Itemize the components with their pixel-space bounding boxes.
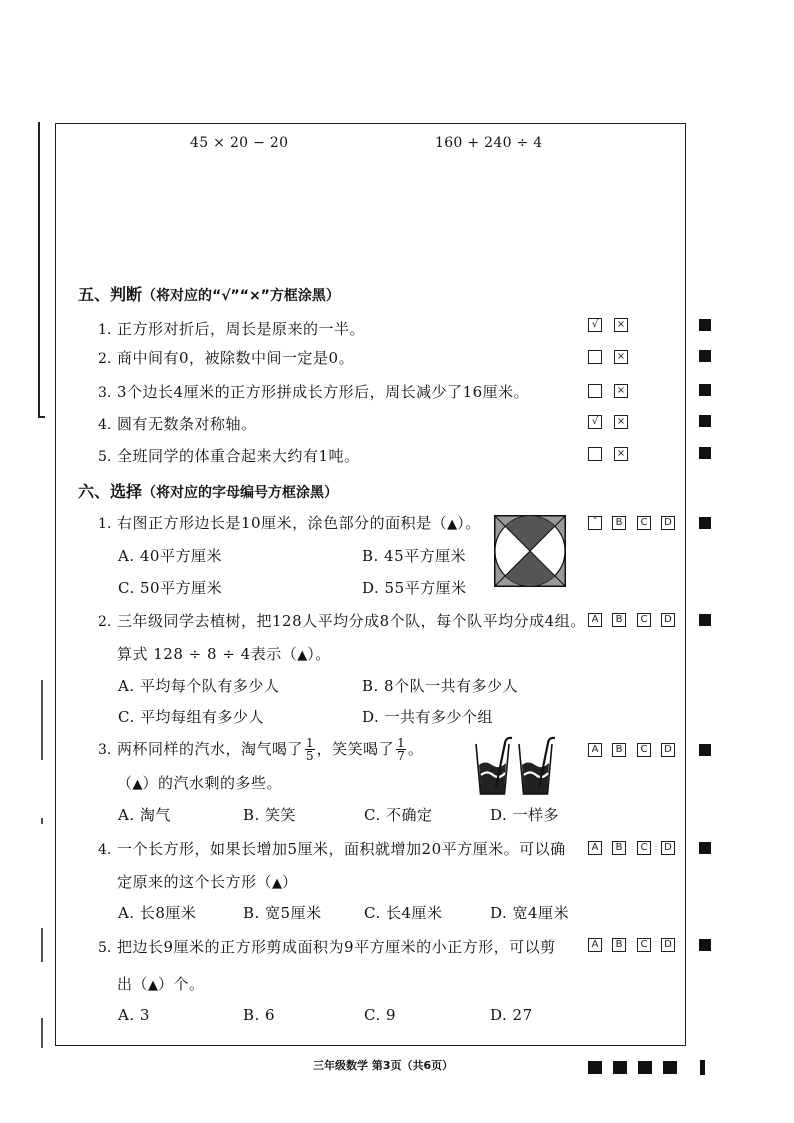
choice-box-c[interactable]: C: [637, 743, 651, 757]
question-line: [117, 872, 298, 891]
judge-item: [98, 348, 354, 368]
question-text: 一个长方形，如果长增加5厘米，面积就增加20平方厘米。可以确: [117, 840, 566, 858]
alignment-marker: [699, 939, 711, 951]
choice-box-d[interactable]: D: [661, 841, 675, 855]
question-text: ）个。: [158, 975, 205, 993]
expression-right: 160 + 240 ÷ 4: [435, 135, 543, 151]
left-margin-mark: [41, 818, 43, 824]
option-c: C. 长4厘米: [364, 904, 443, 922]
choice-box-a[interactable]: A: [588, 743, 602, 757]
question-line: [98, 937, 556, 957]
choice-box-d[interactable]: D: [661, 938, 675, 952]
choice-box-d[interactable]: D: [661, 516, 675, 530]
false-box[interactable]: ×: [614, 384, 628, 398]
judge-item: [98, 319, 365, 339]
liquid: [522, 763, 549, 795]
option-c: C. 平均每组有多少人: [118, 708, 264, 726]
option-d: D. 27: [490, 1006, 533, 1024]
page-footer: 三年级数学 第3页（共6页）: [313, 1059, 454, 1072]
choice-box-a[interactable]: A: [588, 841, 602, 855]
bottom-marker: [663, 1061, 677, 1074]
false-box[interactable]: ×: [614, 350, 628, 364]
question-text: 两杯同样的汽水，淘气喝了: [117, 740, 304, 758]
question-text: 把边长9厘米的正方形剪成面积为9平方厘米的小正方形，可以剪: [117, 938, 556, 956]
choice-box-a[interactable]: A: [588, 613, 602, 627]
fraction-numerator: 1: [306, 736, 314, 750]
option-c: C. 不确定: [364, 806, 433, 824]
option-d: D. 一共有多少个组: [362, 708, 494, 726]
answer-blank: ▲: [272, 876, 283, 891]
option-a: A. 3: [118, 1006, 150, 1024]
bottom-marker-bar: [700, 1060, 705, 1075]
judge-item: [98, 414, 257, 434]
option-c: C. 9: [364, 1006, 397, 1024]
option-a: A. 40平方厘米: [118, 547, 222, 565]
question-text: 。: [407, 740, 424, 758]
question-line: [98, 513, 481, 533]
question-text: （: [117, 774, 133, 792]
square-circle-figure: [494, 515, 566, 587]
question-number: 5.: [98, 940, 112, 956]
item-number: 2.: [98, 351, 112, 367]
item-number: 5.: [98, 449, 112, 465]
judge-item: [98, 446, 360, 466]
item-number: 1.: [98, 322, 112, 338]
fraction-one-seventh: [396, 737, 406, 762]
true-box[interactable]: √: [588, 318, 602, 332]
question-text: ，笑笑喝了: [316, 740, 395, 758]
fraction-numerator: 1: [397, 736, 405, 750]
option-d: D. 55平方厘米: [362, 579, 467, 597]
alignment-marker: [699, 517, 711, 529]
false-box[interactable]: ×: [614, 318, 628, 332]
question-line: [98, 839, 566, 859]
alignment-marker: [699, 447, 711, 459]
left-margin-line: [41, 1018, 43, 1048]
question-number: 1.: [98, 516, 112, 532]
alignment-marker: [699, 319, 711, 331]
true-box[interactable]: [588, 384, 602, 398]
alignment-marker: [699, 614, 711, 626]
question-text: 右图正方形边长是10厘米，涂色部分的面积是（: [117, 514, 448, 532]
item-text: 圆有无数条对称轴。: [117, 415, 257, 433]
answer-blank: ▲: [447, 517, 458, 532]
item-text: 商中间有0，被除数中间一定是0。: [117, 349, 355, 367]
judge-item: [98, 382, 529, 402]
question-text: 出（: [117, 975, 149, 993]
fraction-denominator: 5: [306, 749, 314, 763]
fraction-denominator: 7: [397, 749, 405, 763]
item-text: 正方形对折后，周长是原来的一半。: [117, 320, 366, 338]
alignment-marker: [699, 744, 711, 756]
question-number: 3.: [98, 742, 112, 758]
choice-box-d[interactable]: D: [661, 613, 675, 627]
judge-section-heading: [78, 285, 340, 306]
question-number: 2.: [98, 614, 112, 630]
item-number: 4.: [98, 417, 112, 433]
question-line: [117, 644, 331, 663]
fraction-one-fifth: [305, 737, 315, 762]
alignment-marker: [699, 415, 711, 427]
false-box[interactable]: ×: [614, 415, 628, 429]
true-box[interactable]: [588, 447, 602, 461]
bottom-marker: [588, 1061, 602, 1074]
cup-left: [476, 738, 512, 794]
choice-box-b[interactable]: B: [612, 841, 626, 855]
question-text: ）。: [457, 514, 481, 532]
liquid: [479, 763, 506, 795]
true-box[interactable]: √: [588, 415, 602, 429]
item-number: 3.: [98, 385, 112, 401]
question-number: 4.: [98, 842, 112, 858]
true-box[interactable]: [588, 350, 602, 364]
option-d: D. 一样多: [490, 806, 560, 824]
choice-box-a[interactable]: A: [588, 938, 602, 952]
item-text: 3个边长4厘米的正方形拼成长方形后，周长减少了16厘米。: [117, 383, 530, 401]
answer-blank: ▲: [132, 777, 143, 792]
choice-box-b[interactable]: B: [612, 743, 626, 757]
option-c: C. 50平方厘米: [118, 579, 223, 597]
question-text: ）。: [307, 645, 331, 663]
option-b: B. 8个队一共有多少人: [362, 677, 519, 695]
item-text: 全班同学的体重合起来大约有1吨。: [117, 447, 360, 465]
judge-heading-text: 五、判断: [78, 285, 143, 304]
choice-heading-text: 六、选择: [78, 482, 143, 501]
bottom-marker: [613, 1061, 627, 1074]
question-line: [98, 737, 423, 762]
question-text: 定原来的这个长方形（: [117, 873, 273, 891]
false-box[interactable]: ×: [614, 447, 628, 461]
left-margin-line: [41, 928, 43, 962]
option-d: D. 宽4厘米: [490, 904, 570, 922]
question-line: [117, 773, 282, 792]
question-text: ）的汽水剩的多些。: [142, 774, 283, 792]
alignment-marker: [699, 842, 711, 854]
choice-box-c[interactable]: C: [637, 613, 651, 627]
option-b: B. 笑笑: [243, 806, 297, 824]
left-margin-tick: [40, 416, 45, 418]
answer-blank: ▲: [148, 978, 159, 993]
option-b: B. 45平方厘米: [362, 547, 467, 565]
option-b: B. 宽5厘米: [243, 904, 322, 922]
choice-box-b[interactable]: B: [612, 516, 626, 530]
choice-instruction: （将对应的字母编号方框涂黑）: [142, 485, 339, 501]
option-b: B. 6: [243, 1006, 276, 1024]
judge-instruction: （将对应的“√”“×”方框涂黑）: [142, 288, 340, 304]
alignment-marker: [699, 384, 711, 396]
choice-section-heading: [78, 482, 338, 503]
option-a: A. 长8厘米: [118, 904, 197, 922]
choice-box-d[interactable]: D: [661, 743, 675, 757]
alignment-marker: [699, 350, 711, 362]
choice-box-c[interactable]: C: [637, 841, 651, 855]
question-text: 三年级同学去植树，把128人平均分成8个队，每个队平均分成4组。: [117, 612, 586, 630]
question-line: [117, 974, 205, 993]
question-text: 算式 128 ÷ 8 ÷ 4表示（: [117, 645, 298, 663]
expression-left: 45 × 20 − 20: [190, 135, 289, 151]
option-a: A. 平均每个队有多少人: [118, 677, 280, 695]
bottom-marker: [638, 1061, 652, 1074]
choice-box-c[interactable]: C: [637, 938, 651, 952]
option-a: A. 淘气: [118, 806, 171, 824]
choice-box-c[interactable]: C: [637, 516, 651, 530]
answer-blank: ▲: [297, 648, 308, 663]
choice-box-b[interactable]: B: [612, 938, 626, 952]
left-margin-line: [38, 122, 40, 418]
choice-box-b[interactable]: B: [612, 613, 626, 627]
choice-box-a[interactable]: ˆ: [588, 516, 602, 530]
left-margin-line: [41, 680, 43, 760]
question-text: ）: [282, 873, 298, 891]
question-line: [98, 611, 586, 631]
cup-right: [519, 738, 555, 794]
two-cups-figure: [472, 735, 558, 797]
